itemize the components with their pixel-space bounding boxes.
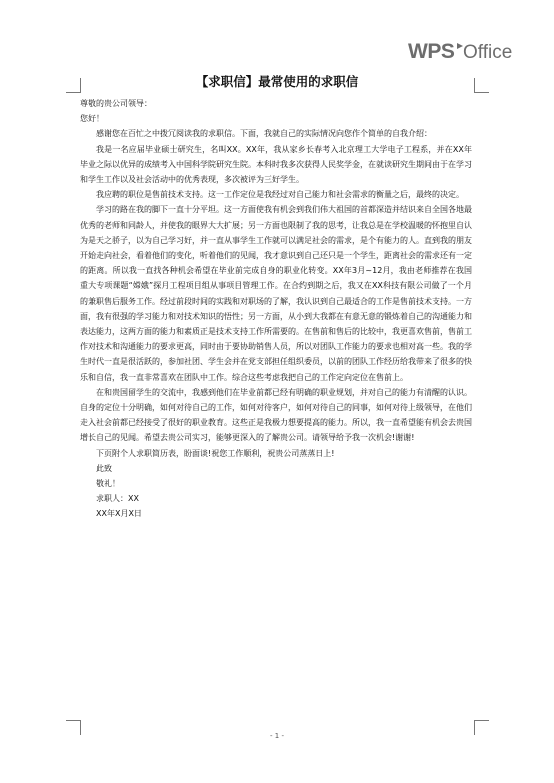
paragraph-intro: 感谢您在百忙之中拨冗阅读我的求职信。下面，我就自己的实际情况向您作个简单的自我介绍：	[96, 129, 432, 139]
wps-office-logo	[408, 38, 516, 64]
signature: 求职人：XX	[96, 494, 139, 504]
greeting: 您好！	[80, 114, 104, 124]
page-number: - 1 -	[270, 732, 284, 740]
paragraph-motivation: 在和贵国留学生的交流中，我感到他们在毕业前都已经有明确的职业规划，并对自己的能力有清醒的认识。自身的定位十分明确，如何对待自己的工作，如何对待客户，如何对待自己的同事，如何对待上级领导，在他们走入社会前都已经接受了很好的职业教育。这些正是我极力想要提高的能力。所以，我一直希望能有机会去贵国增长自己的见闻。希望去贵公司实习，能够更深入的了解贵公司。请领导给予我一次机会!谢谢!	[80, 387, 472, 443]
svg-text:WPS: WPS	[408, 40, 455, 63]
paragraph-position: 我应聘的职位是售前技术支持。这一工作定位是我经过对自己能力和社会需求的衡量之后，最终的决定。	[96, 190, 464, 200]
closing-line-2: 敬礼！	[96, 479, 120, 489]
paragraph-background: 我是一名应届毕业硕士研究生，名叫XX。XX年，我从家乡长春考入北京理工大学电子工程系，并在XX年毕业之际以优异的成绩考入中国科学院研究生院。本科时我多次获得人民奖学金，在就读研究生期间由于在学习和学生工作以及社会活动中的优秀表现，多次被评为三好学生。	[80, 144, 472, 185]
paragraph-experience: 学习的路在我的脚下一直十分平坦。这一方面使我有机会到我们伟大祖国的首都深造并结识来自全国各地最优秀的老师和同龄人，并使我的眼界大大扩展；另一方面也限制了我的思考，让我总是在学校温暖的怀抱里自认为是天之骄子，以为自己学习好，并一直从事学生工作就可以满足社会的需求，是个有能力的人。直到我的朋友开始走向社会，看着他们的变化，听着他们的见闻，我才意识到自己还只是一个学生，距离社会的需求还有一定的距离。所以我一直找各种机会希望在毕业前完成自身的职业化转变。XX年3月~12月，我由老师推荐在我国重大专项课题“嫦娥”探月工程项目组从事项目管理工作。在合约到期之后，我又在XX科技有限公司做了一个月的兼职售后服务工作。经过前段时间的实践和对职场的了解，我认识到自己最适合的工作是售前技术支持。一方面，我有很强的学习能力和对技术知识的悟性；另一方面，从小到大我都在有意无意的锻炼着自己的沟通能力和表达能力，这两方面的能力和素质正是技术支持工作所需要的。在售前和售后的比较中，我更喜欢售前，售前工作对技术和沟通能力的要求更高，同时由于要协助销售人员，所以对团队工作能力的要求也相对高一些。我的学生时代一直是很活跃的，参加社团、学生会并在党支部担任组织委员，以前的团队工作经历给我带来了很多的快乐和自信，我一直非常喜欢在团队中工作。综合这些考虑我把自己的工作定向定位在售前上。	[80, 205, 472, 382]
wps-office-logo-mark	[408, 38, 516, 64]
date: XX年X月X日	[96, 509, 142, 519]
document-title: 【求职信】最常使用的求职信	[195, 74, 359, 89]
letter-body	[80, 96, 472, 522]
salutation: 尊敬的贵公司领导：	[80, 99, 152, 108]
closing-line-1: 此致	[96, 463, 112, 473]
svg-text:Office: Office	[463, 42, 513, 63]
paragraph-attachment: 下页附个人求职简历表，盼面谈!祝您工作顺利，祝贵公司蒸蒸日上!	[96, 448, 335, 458]
